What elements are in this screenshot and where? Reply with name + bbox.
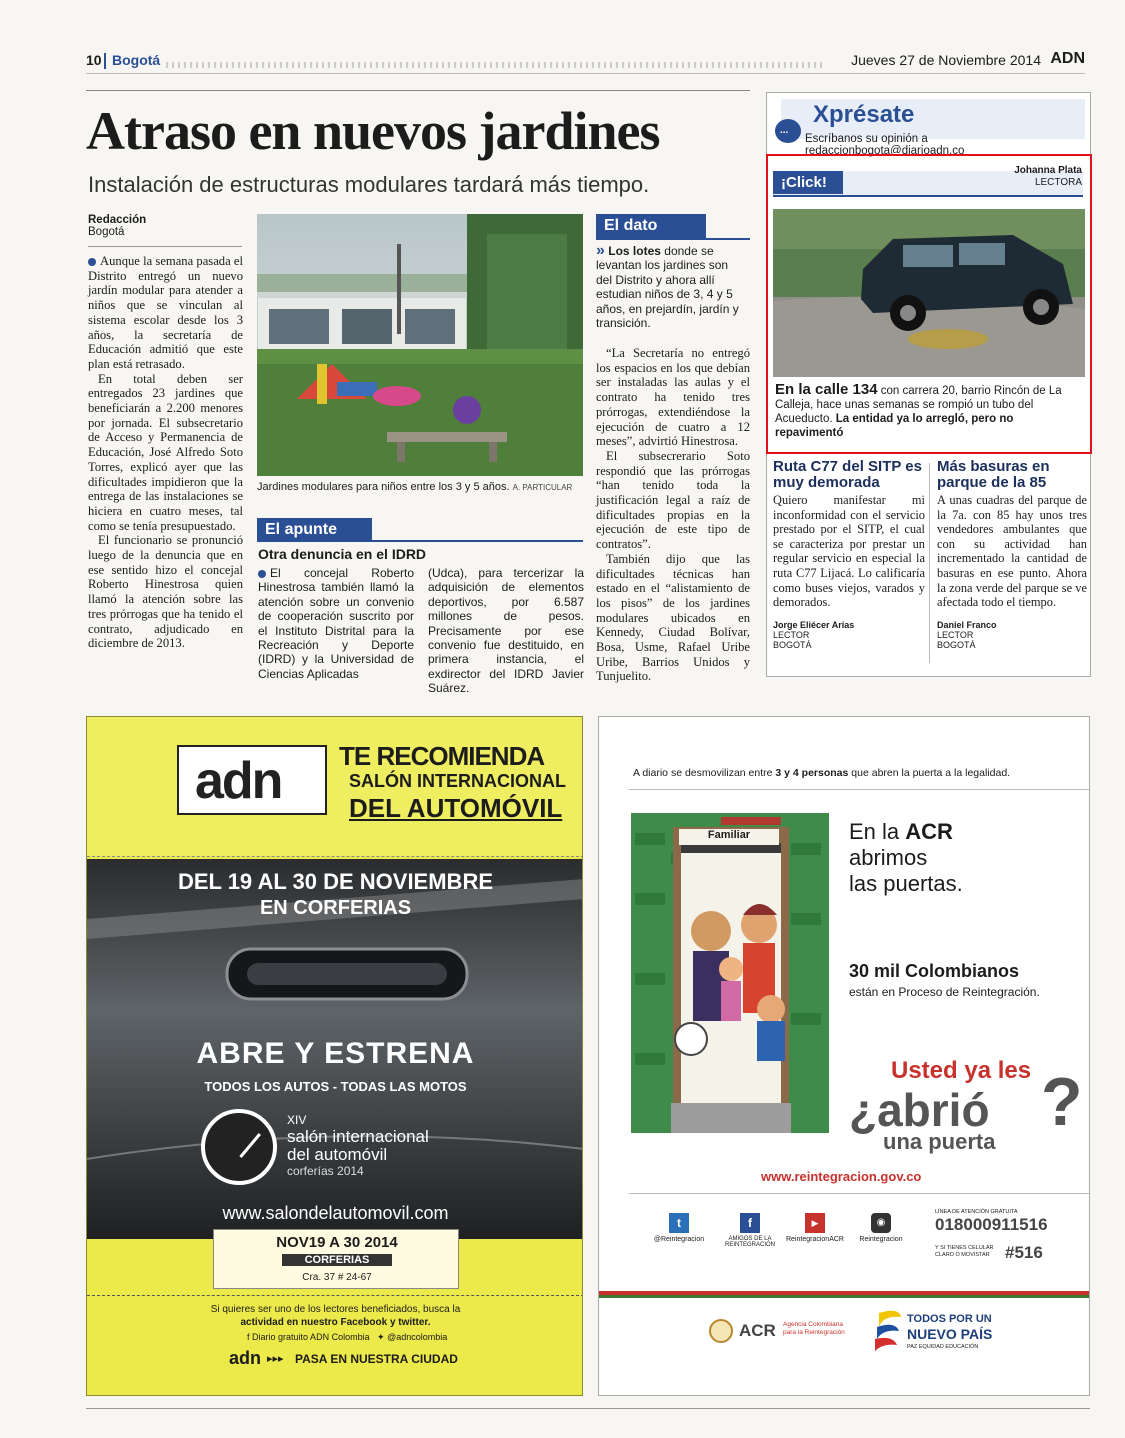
apunte-column-2: (Udca), para tercerizar la adquisición de elementos deportivos, por 6.587 millones de pesos. Precisamente por ese convenio fue destituido, en primera instancia, el exdirector del IDRD Javier Suárez.: [428, 566, 584, 696]
ad-place: EN CORFERIAS: [259, 897, 412, 919]
acr-headline: En la ACR abrimos las puertas.: [849, 819, 963, 896]
letters-divider: [929, 463, 930, 663]
auto-show-ad[interactable]: [86, 716, 583, 1396]
ad-recomienda: TE RECOMIENDA: [339, 741, 545, 771]
adn-logo: adn: [195, 752, 282, 810]
paragraph: El subsecrerario Soto respondió que las prórrogas “han tenido toda la justificación legal a raíz de dificultades propias en la ejecución de este tipo de contratos”.: [596, 448, 750, 552]
paragraph: En total deben ser entregados 23 jardines que beneficiarán a 2.200 menores por jornada. El subsecretario de Acceso y Permanencia de Educación, José Alfredo Soto Torres, explicó ayer que las dificultades impidieron que la entrega de las instalaciones se hiciera en cuatro meses, tal como se tenía presupuestado.: [88, 371, 243, 533]
instagram-icon: ◉: [871, 1213, 891, 1233]
footer-adn-logo: adn: [229, 1348, 262, 1368]
twitter-icon: ✦: [377, 1332, 385, 1342]
ad-abre: ABRE Y ESTRENA: [196, 1037, 475, 1070]
header-texture: [166, 62, 826, 68]
paragraph: También dijo que las dificultades técnicas han estado en el “alistamiento de los pisos” de los jardines modulares ubicados en Kennedy, Ciudad Bolívar, Bosa, Usme, Rafael Uribe Uribe, Barrios Unidos y Tunjuelito.: [596, 551, 750, 684]
gov-slogan-3: PAZ EQUIDAD EDUCACIÓN: [907, 1344, 979, 1350]
facebook-link[interactable]: f Diario gratuito ADN Colombia: [247, 1332, 370, 1342]
nuevo-pais-flag-icon: [869, 1307, 905, 1351]
question-mark: ?: [1041, 1064, 1083, 1140]
badge-dates: NOV19 A 30 2014: [276, 1234, 398, 1251]
door-sign: Familiar: [679, 829, 779, 845]
ad-salon2: salón internacional: [287, 1127, 429, 1146]
footer-arrows-icon: ▸▸▸: [267, 1353, 284, 1365]
url-rule: [629, 1193, 1089, 1194]
facebook-icon: f: [740, 1213, 760, 1233]
headline: Atraso en nuevos jardines: [86, 101, 660, 161]
page-number: 10: [86, 52, 102, 68]
facebook-icon: f: [247, 1332, 250, 1342]
ad-automovil2: del automóvil: [287, 1145, 388, 1164]
letter-author: Jorge Eliécer Arias: [773, 619, 855, 630]
article-column-3: [596, 346, 750, 684]
social-youtube[interactable]: ▶ ReintegracionACR: [785, 1213, 845, 1243]
page-header: [86, 50, 1085, 74]
section-name: Bogotá: [112, 52, 161, 68]
subheadline: Instalación de estructuras modulares tardará más tiempo.: [88, 172, 650, 197]
letter-1: [773, 459, 925, 650]
click-role: LECTORA: [1034, 177, 1082, 188]
byline-rule: [88, 246, 242, 247]
letter-place: BOGOTÁ: [937, 639, 976, 650]
chat-bubble-icon: ...: [775, 119, 801, 143]
click-lead: En la calle 134: [775, 381, 878, 398]
byline-name: Redacción: [88, 214, 147, 226]
paragraph: Aunque la semana pasada el Distrito entregó un nuevo jardín modular para atender a niños que se vinculan al sistema escolar desde los 3 años, la secretaría de Educación admitió que este plan está retrasado.: [88, 254, 243, 371]
footer-band-green: [599, 1295, 1090, 1298]
article-column-1: [88, 254, 243, 651]
dato-text: » Los lotes donde se levantan los jardines son del Distrito y ahora allí estudian niños de 3, 4 y 5 años, en prejardín, jardín y transición.: [596, 242, 739, 331]
ad-salon: SALÓN INTERNACIONAL: [349, 771, 566, 791]
ad-dates: DEL 19 AL 30 DE NOVIEMBRE: [177, 869, 493, 894]
paragraph: El funcionario se pronunció luego de la denuncia que en ese sentido hizo el concejal Roberto Hinestrosa quien llamó la atención sobre las tres prórrogas que ha tenido el contrato, adjudicado en diciembre de 2013.: [88, 533, 243, 651]
footer-text: PASA EN NUESTRA CIUDAD: [295, 1352, 458, 1366]
click-author: Johanna Plata: [1014, 165, 1082, 176]
youtube-icon: ▶: [805, 1213, 825, 1233]
acr-ad[interactable]: [598, 716, 1090, 1396]
dato-lead: Los lotes: [608, 244, 661, 258]
acr-logo: ACR: [739, 1321, 776, 1340]
badge-address: Cra. 37 # 24-67: [302, 1272, 372, 1283]
question-line-3: una puerta: [883, 1129, 996, 1154]
question-line-1: Usted ya les: [891, 1057, 1032, 1084]
apunte-column-1: El concejal Roberto Hinestrosa también llamó la atención sobre un convenio de cooperación suscrito por el Instituto Distrital para la Recreación y Deporte (IDRD) y la Universidad de Ciencias Aplicadas: [258, 566, 414, 681]
acr-logo-text: Agencia Colombiana para la Reintegración: [783, 1321, 845, 1336]
promo-line-1: Si quieres ser uno de los lectores beneficiados, busca la: [210, 1304, 461, 1315]
issue-date: Jueves 27 de Noviembre 2014: [851, 52, 1041, 68]
top-rule: [86, 90, 750, 91]
bottom-rule: [86, 1408, 1090, 1409]
kindergarten-photo: [257, 214, 583, 476]
dato-rule: [596, 238, 750, 240]
ad-automovil: DEL AUTOMÓVIL: [349, 793, 563, 823]
social-facebook[interactable]: f AMIGOS DE LA REINTEGRACIÓN: [715, 1213, 785, 1248]
door-illustration: [631, 813, 829, 1133]
click-label: ¡Click!: [773, 171, 843, 194]
gov-slogan-1: TODOS POR UN: [907, 1313, 992, 1325]
letter-title: Más basuras en parque de la 85: [937, 458, 1050, 491]
apunte-label: El apunte: [257, 518, 372, 542]
acr-cell-label: Y SI TIENES CELULAR CLARO O MOVISTAR: [935, 1245, 994, 1258]
photo-caption: [257, 481, 583, 493]
header-divider: [104, 53, 106, 69]
acr-intro: A diario se desmovilizan entre 3 y 4 personas que abren la puerta a la legalidad.: [633, 767, 1011, 779]
photo-credit: A. PARTICULAR: [512, 483, 573, 492]
paragraph: “La Secretaría no entregó los espacios en los que debían ser instaladas las aulas y el contrato ha tenido tres prórrogas, extendiéndose la ejecución de cuatro a 12 meses”, advirtió Hinestrosa.: [596, 346, 750, 449]
letter-text: A unas cuadras del parque de la 7a. con 85 hay unos tres vendedores ambulantes que con su actividad han incrementado la cantidad de basuras en ese punto. Ahora la zona verde del parque se ve afectada todo el tiempo.: [937, 493, 1087, 610]
letter-role: LECTOR: [773, 629, 810, 640]
dato-label: El dato: [596, 214, 706, 238]
bullet-icon: [258, 570, 266, 578]
chevrons-icon: »: [596, 242, 605, 259]
date-badge: [213, 1229, 459, 1289]
coat-of-arms-icon: [709, 1319, 733, 1343]
letter-signature: [773, 620, 925, 650]
acr-stat: 30 mil Colombianos: [849, 961, 1020, 981]
byline: [88, 214, 146, 238]
intro-rule: [629, 789, 1089, 790]
adn-logo-box: [177, 745, 327, 815]
twitter-link[interactable]: ✦ @adncolombia: [377, 1332, 448, 1342]
xpresate-title: Xprésate: [813, 101, 915, 128]
social-twitter[interactable]: t @Reintegracion: [649, 1213, 709, 1243]
ad-promo: [87, 1295, 583, 1395]
letter-author: Daniel Franco: [937, 619, 997, 630]
letter-text: Quiero manifestar mi inconformidad con el servicio prestado por el SITP, el cual se caracteriza por prestar un regular servicio en especial la ruta C77 Lijacá. Lo calificaría como buses viejos, varados y demorados.: [773, 493, 925, 610]
brand-logo: ADN: [1050, 50, 1085, 67]
xpresate-subtitle: Escríbanos su opinión a redaccionbogota@diarioadn.co: [805, 133, 965, 157]
acr-url[interactable]: www.reintegracion.gov.co: [761, 1169, 922, 1184]
letter-signature: [937, 620, 1087, 650]
speedometer-icon: [201, 1109, 277, 1185]
ad-todos: TODOS LOS AUTOS - TODAS LAS MOTOS: [204, 1079, 467, 1094]
social-instagram[interactable]: ◉ Reintegracion: [851, 1213, 911, 1243]
letter-role: LECTOR: [937, 629, 974, 640]
click-text: En la calle 134 con carrera 20, barrio Rincón de La Calleja, hace unas semanas se rompió un tubo del Acueducto. La entidad ya lo arregló, pero no repavimentó: [775, 381, 1062, 439]
acr-cell: #516: [1005, 1243, 1043, 1262]
badge-corferias: CORFERIAS: [282, 1254, 392, 1266]
ad-edition: XIV: [287, 1113, 307, 1127]
letter-2: [937, 459, 1087, 650]
ad-url[interactable]: www.salondelautomovil.com: [222, 1203, 449, 1223]
question-line-2: ¿abrió: [849, 1084, 990, 1136]
acr-phone: LÍNEA DE ATENCIÓN GRATUITA 018000911516: [935, 1209, 1048, 1234]
bullet-icon: [88, 258, 96, 266]
gov-slogan-2: NUEVO PAÍS: [907, 1326, 993, 1342]
acr-stat-sub: están en Proceso de Reintegración.: [849, 985, 1040, 999]
caption-text: Jardines modulares para niños entre los 3 y 5 años.: [257, 481, 510, 493]
twitter-icon: t: [669, 1213, 689, 1233]
letter-place: BOGOTÁ: [773, 639, 812, 650]
letter-title: Ruta C77 del SITP es muy demorada: [773, 458, 922, 491]
promo-line-2: actividad en nuestro Facebook y twitter.: [240, 1317, 431, 1328]
highlight-box: [766, 154, 1092, 454]
byline-place: Bogotá: [88, 226, 125, 238]
ad-corferias-year: corferías 2014: [287, 1164, 364, 1178]
apunte-title: Otra denuncia en el IDRD: [258, 546, 427, 562]
